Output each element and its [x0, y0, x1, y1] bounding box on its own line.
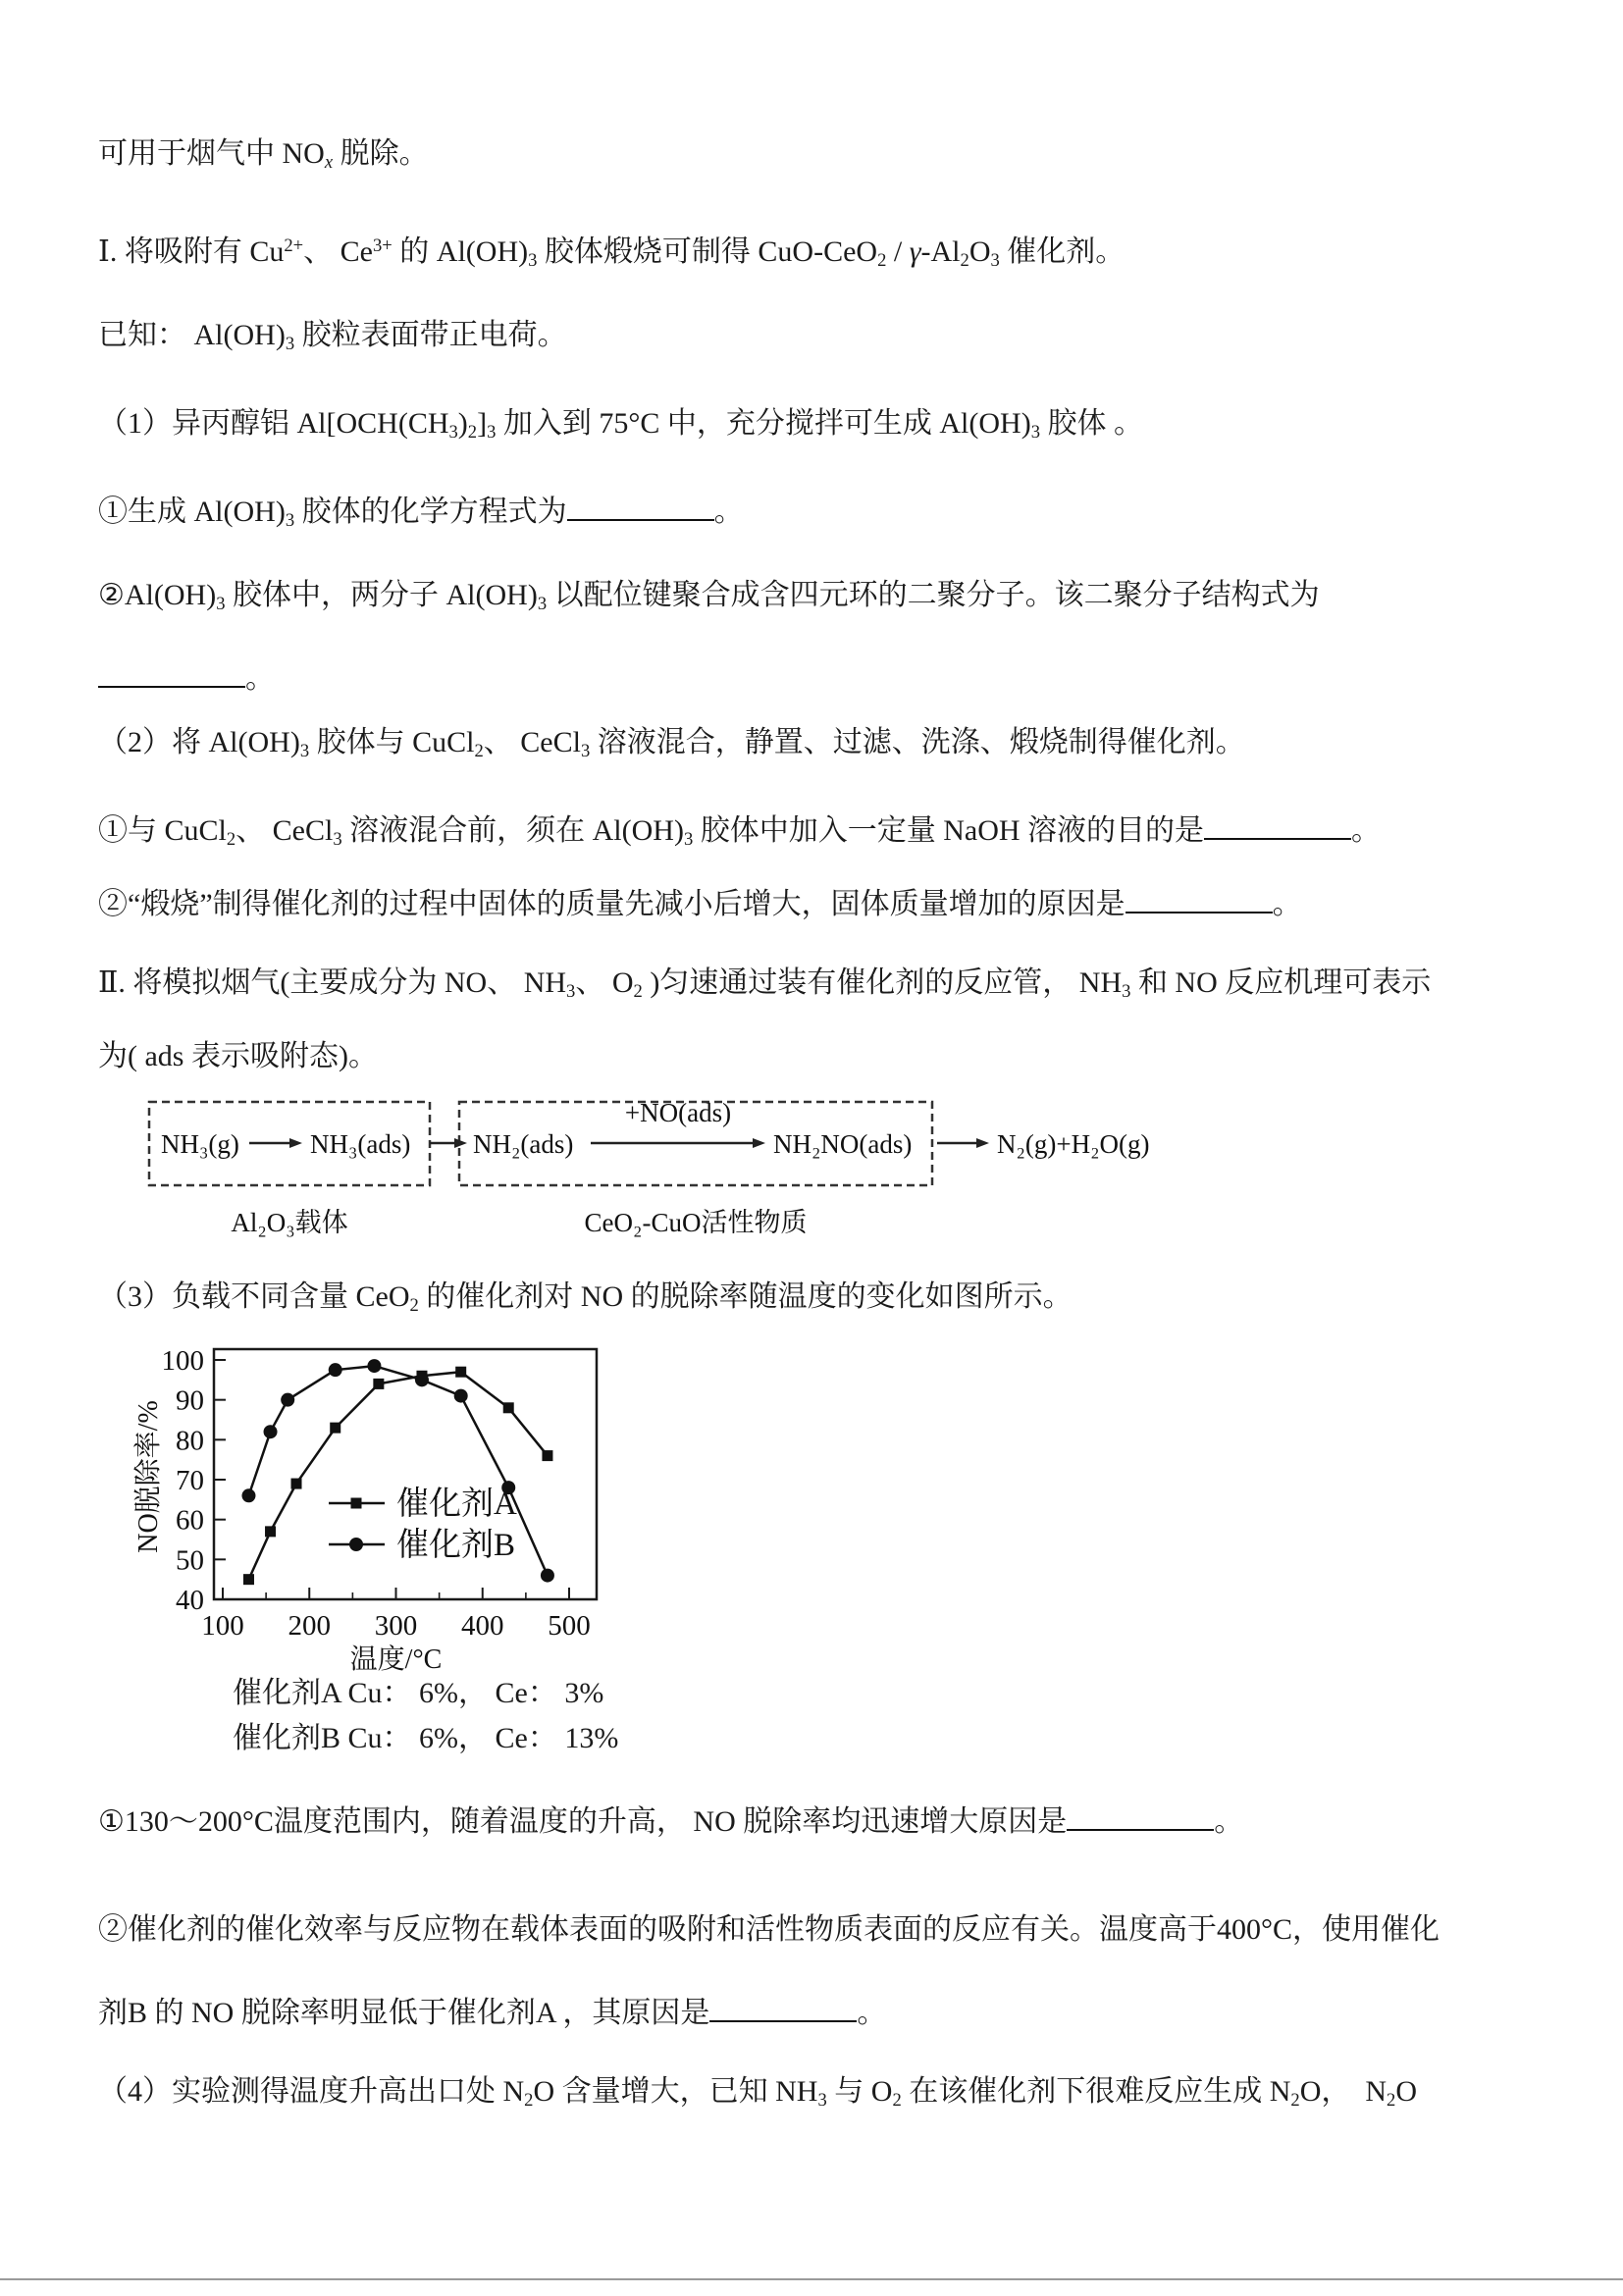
mechanism-species: NH₃(g): [161, 1129, 239, 1159]
series-B-point: [329, 1363, 342, 1377]
x-axis-title: 温度/°C: [349, 1644, 443, 1675]
text-line-12: [98, 1038, 378, 1075]
text-seg: Ⅱ. 将模拟烟气(主要成分为 NO、 NH: [98, 966, 567, 999]
text-line-4: [98, 405, 1143, 444]
text-seg: 3: [487, 422, 497, 444]
answer-blank: [1067, 1804, 1214, 1832]
catalyst-a-composition: 催化剂A Cu： 6%， Ce： 3%: [233, 1677, 604, 1709]
text-line-2: [98, 234, 1125, 272]
text-line-11: [98, 965, 1431, 1003]
text-seg: ①130～200°C温度范围内，随着温度的升高， NO 脱除率均迅速增大原因是: [98, 1805, 1068, 1838]
catalyst-b-composition: 催化剂B Cu： 6%， Ce： 13%: [233, 1722, 619, 1754]
mechanism-caption-active: CeO₂-CuO活性物质: [584, 1208, 808, 1237]
text-seg: ②“煅烧”制得催化剂的过程中固体的质量先减小后增大，固体质量增加的原因是: [98, 888, 1126, 920]
text-seg: 。: [1351, 814, 1382, 847]
text-seg: 以配位键聚合成含四元环的二聚分子。该二聚分子结构式为: [547, 579, 1320, 611]
answer-blank: [98, 661, 245, 689]
text-seg: 。: [713, 496, 744, 528]
series-A-point: [503, 1402, 514, 1413]
x-tick-label: 300: [374, 1610, 418, 1642]
answer-blank: [567, 495, 714, 522]
text-seg: ①与 CuCl: [98, 814, 227, 847]
mechanism-species: NH₂(ads): [473, 1129, 574, 1159]
y-axis-title: NO脱除率/%: [133, 1400, 164, 1553]
text-seg: x: [324, 152, 334, 174]
text-seg: 2: [1290, 2090, 1300, 2112]
text-seg: （3）负载不同含量 CeO: [98, 1280, 410, 1313]
y-tick-label: 80: [176, 1425, 204, 1457]
text-seg: 、 CeCl: [483, 726, 581, 758]
text-seg: ]: [477, 407, 488, 440]
text-seg: 。: [1214, 1805, 1244, 1838]
text-line-1: [98, 135, 429, 174]
y-tick-label: 40: [176, 1585, 204, 1616]
text-seg: 3: [528, 250, 538, 272]
text-seg: -Al: [920, 235, 961, 268]
text-seg: （1）异丙醇铝 Al[OCH(CH: [98, 407, 449, 440]
text-seg: 3: [448, 422, 458, 444]
text-seg: ①生成 Al(OH): [98, 496, 286, 528]
text-line-8: [98, 724, 1245, 762]
text-seg: 胶体煅烧可制得 CuO-CeO: [537, 235, 878, 268]
text-seg: 溶液混合，静置、过滤、洗涤、煅烧制得催化剂。: [590, 726, 1245, 758]
text-seg: 在该催化剂下很难反应生成 N: [901, 2075, 1291, 2108]
page-bottom-border: [0, 2278, 1623, 2280]
series-B-point: [241, 1488, 255, 1502]
series-A-point: [542, 1450, 552, 1461]
legend-marker: [351, 1498, 362, 1509]
answer-blank: [1126, 887, 1273, 914]
text-seg: 为( ads 表示吸附态)。: [98, 1040, 378, 1072]
text-seg: 的 Al(OH): [392, 235, 529, 268]
text-seg: 胶体的化学方程式为: [294, 496, 567, 528]
text-seg: （4）实验测得温度升高出口处 N: [98, 2075, 525, 2108]
text-seg: 已知： Al(OH): [98, 319, 286, 351]
text-line-14: [98, 1803, 1243, 1841]
text-line-9: [98, 812, 1381, 851]
text-seg: O， N: [1299, 2075, 1387, 2108]
text-line-7: [98, 660, 275, 698]
text-seg: 、 Ce: [303, 235, 373, 268]
mechanism-species: NH₂NO(ads): [773, 1129, 913, 1159]
text-line-15: [98, 1911, 1440, 1949]
y-tick-label: 50: [176, 1544, 204, 1577]
text-seg: 2: [524, 2090, 534, 2112]
legend-marker: [349, 1538, 363, 1551]
series-B-point: [454, 1389, 468, 1403]
text-seg: 溶液混合前，须在 Al(OH): [341, 814, 684, 847]
series-A-point: [373, 1379, 384, 1389]
text-seg: /: [886, 235, 910, 268]
x-tick-label: 400: [461, 1610, 504, 1642]
text-seg: 2: [960, 250, 969, 272]
text-seg: ): [457, 407, 468, 440]
text-seg: Ⅰ. 将吸附有 Cu: [98, 235, 285, 268]
text-seg: 加入到 75°C 中，充分搅拌可生成 Al(OH): [496, 407, 1031, 440]
series-B-point: [264, 1425, 278, 1438]
text-seg: 2: [892, 2090, 902, 2112]
text-seg: 胶体 。: [1040, 407, 1144, 440]
text-seg: 胶体中，两分子 Al(OH): [225, 579, 538, 611]
text-seg: 。: [1272, 888, 1302, 920]
text-seg: 2: [226, 829, 236, 851]
text-seg: 可用于烟气中 NO: [98, 137, 325, 170]
series-A-point: [455, 1367, 466, 1378]
legend-label: 催化剂A: [396, 1487, 517, 1522]
series-A-point: [291, 1479, 302, 1489]
mechanism-arrow-label: +NO(ads): [624, 1098, 732, 1127]
y-tick-label: 60: [176, 1504, 204, 1537]
series-B-point: [281, 1393, 294, 1407]
mechanism-arrow-2-head: [454, 1138, 467, 1148]
series-A-point: [330, 1423, 340, 1434]
text-seg: 的催化剂对 NO 的脱除率随温度的变化如图所示。: [418, 1280, 1073, 1313]
text-seg: ②Al(OH): [98, 579, 217, 611]
x-tick-label: 500: [548, 1610, 591, 1642]
series-A-point: [265, 1526, 276, 1537]
text-seg: 3+: [373, 235, 393, 256]
text-line-17: [98, 2073, 1417, 2112]
text-seg: 2: [877, 250, 887, 272]
text-seg: 3: [285, 334, 295, 355]
text-seg: 3: [285, 510, 295, 532]
text-seg: 、 O: [575, 966, 634, 999]
series-A-point: [243, 1574, 254, 1585]
text-seg: 、 CeCl: [236, 814, 334, 847]
y-tick-label: 100: [161, 1345, 204, 1377]
text-seg: ②催化剂的催化效率与反应物在载体表面的吸附和活性物质表面的反应有关。温度高于400°C，使用催化: [98, 1913, 1440, 1946]
text-seg: 胶体中加入一定量 NaOH 溶液的目的是: [693, 814, 1205, 847]
text-seg: 。: [857, 1997, 887, 2029]
series-B-point: [415, 1373, 429, 1386]
text-seg: O: [969, 235, 991, 268]
text-seg: 2: [1387, 2090, 1396, 2112]
text-seg: 3: [537, 594, 548, 615]
text-seg: 3: [299, 741, 310, 762]
text-line-3: [98, 317, 567, 355]
text-seg: 3: [333, 829, 342, 851]
text-seg: 和 NO 反应机理可表示: [1130, 966, 1432, 999]
text-seg: 2: [409, 1295, 419, 1317]
mechanism-arrow-1-head: [289, 1138, 302, 1148]
answer-blank: [1204, 813, 1351, 841]
text-seg: 3: [1122, 981, 1131, 1003]
text-seg: 脱除。: [333, 137, 429, 170]
mechanism-arrow-3-head: [753, 1138, 765, 1148]
no-removal-chart: [128, 1334, 795, 1680]
text-seg: O 含量增大，已知 NH: [533, 2075, 818, 2108]
text-seg: 3: [566, 981, 576, 1003]
series-B-point: [541, 1569, 554, 1583]
x-tick-label: 100: [201, 1610, 244, 1642]
text-line-13: [98, 1278, 1073, 1317]
text-seg: 催化剂。: [999, 235, 1126, 268]
text-seg: γ: [909, 235, 921, 268]
text-seg: 3: [216, 594, 226, 615]
text-seg: （2）将 Al(OH): [98, 726, 300, 758]
text-seg: 3: [990, 250, 1000, 272]
x-tick-label: 200: [288, 1610, 331, 1642]
text-seg: 2: [474, 741, 484, 762]
mechanism-diagram: [137, 1082, 1335, 1254]
text-line-6: [98, 577, 1320, 615]
mechanism-species: NH₃(ads): [310, 1129, 411, 1159]
text-seg: )匀速通过装有催化剂的反应管， NH: [642, 966, 1123, 999]
text-seg: 与 O: [826, 2075, 893, 2108]
text-seg: 。: [245, 662, 275, 695]
text-line-5: [98, 494, 744, 532]
text-seg: 2: [467, 422, 478, 444]
text-line-16: [98, 1995, 886, 2032]
text-seg: 2+: [284, 235, 304, 256]
text-seg: 2: [633, 981, 643, 1003]
y-tick-label: 90: [176, 1384, 204, 1417]
text-seg: 胶粒表面带正电荷。: [294, 319, 567, 351]
text-seg: 3: [1030, 422, 1041, 444]
text-seg: O: [1395, 2075, 1418, 2108]
answer-blank: [709, 1996, 857, 2023]
text-seg: 3: [817, 2090, 827, 2112]
mechanism-arrow-4-head: [976, 1138, 989, 1148]
text-seg: 3: [580, 741, 591, 762]
text-line-10: [98, 886, 1302, 923]
text-seg: 剂B 的 NO 脱除率明显低于催化剂A ，其原因是: [98, 1997, 710, 2029]
mechanism-product: N₂(g)+H₂O(g): [997, 1129, 1150, 1159]
text-seg: 3: [683, 829, 694, 851]
text-seg: 胶体与 CuCl: [309, 726, 475, 758]
legend-label: 催化剂B: [396, 1528, 516, 1563]
mechanism-caption-carrier: Al₂O₃载体: [231, 1208, 348, 1237]
y-tick-label: 70: [176, 1465, 204, 1496]
series-B-point: [367, 1359, 381, 1373]
